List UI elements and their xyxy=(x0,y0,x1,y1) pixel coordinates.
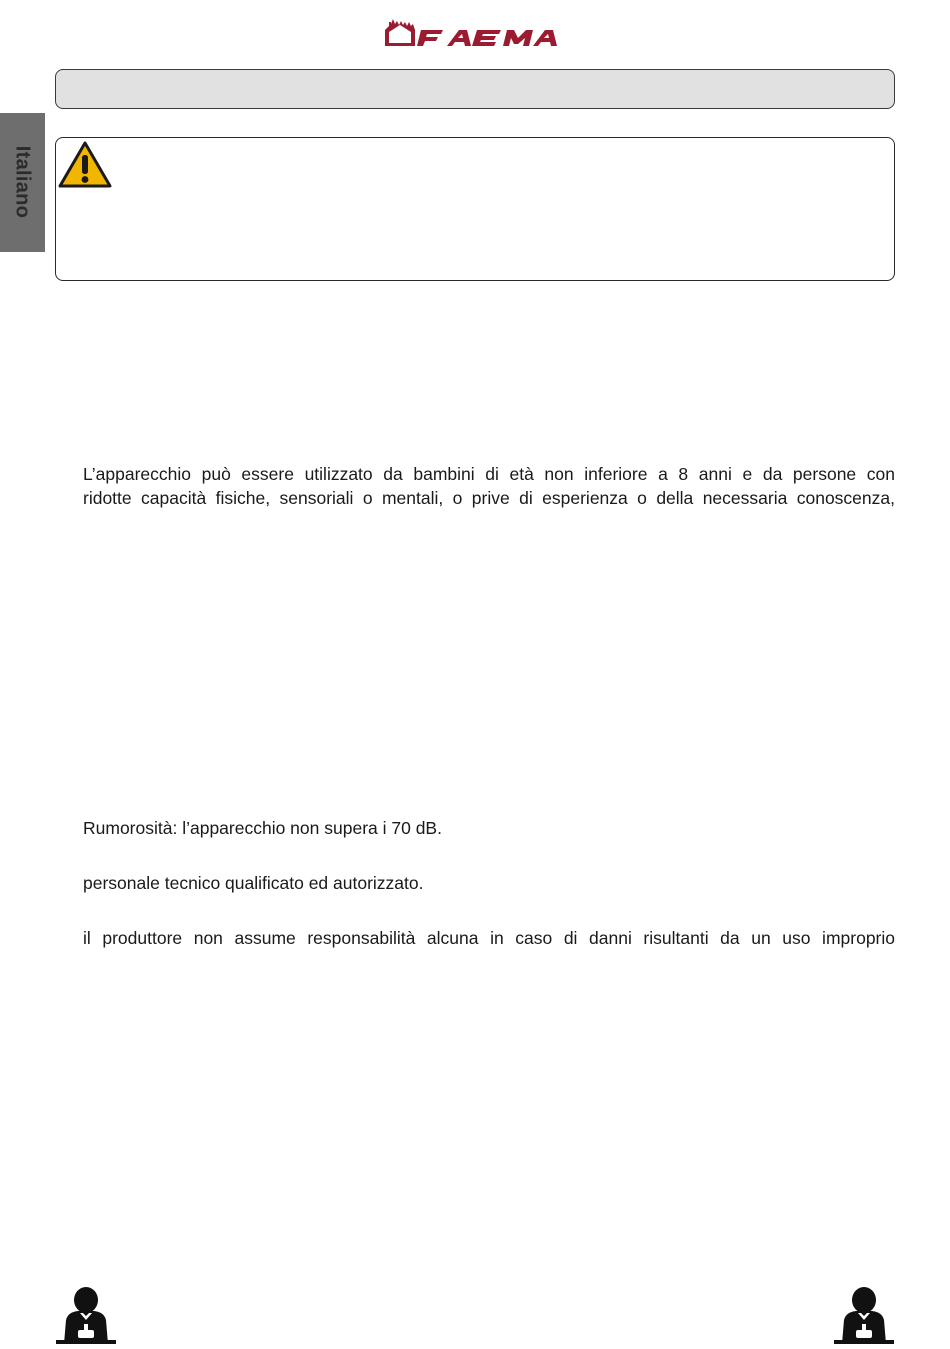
faema-logo xyxy=(383,16,567,50)
warning-triangle-icon xyxy=(58,140,112,188)
children-use-paragraph xyxy=(83,462,895,510)
noise-paragraph xyxy=(83,816,895,840)
paragraph-line: Rumorosità: l’apparecchio non supera i 70 dB. xyxy=(83,818,442,838)
paragraph-line: ridotte capacità fisiche, sensoriali o mentali, o prive di esperienza o della necessaria conoscenza, xyxy=(83,488,895,508)
paragraph-line: personale tecnico qualificato ed autorizzato. xyxy=(83,873,424,893)
paragraph-line: il produttore non assume responsabilità alcuna in caso di danni risultanti da un uso improprio xyxy=(83,928,895,948)
section-header-bar xyxy=(55,69,895,109)
barista-figure-icon xyxy=(54,1286,118,1344)
technician-paragraph xyxy=(83,871,895,895)
warning-box xyxy=(55,137,895,281)
barista-figure-icon xyxy=(832,1286,896,1344)
paragraph-line: L’apparecchio può essere utilizzato da bambini di età non inferiore a 8 anni e da persone con xyxy=(83,464,895,484)
language-tab-label: Italiano xyxy=(11,145,34,219)
liability-paragraph xyxy=(83,926,895,950)
